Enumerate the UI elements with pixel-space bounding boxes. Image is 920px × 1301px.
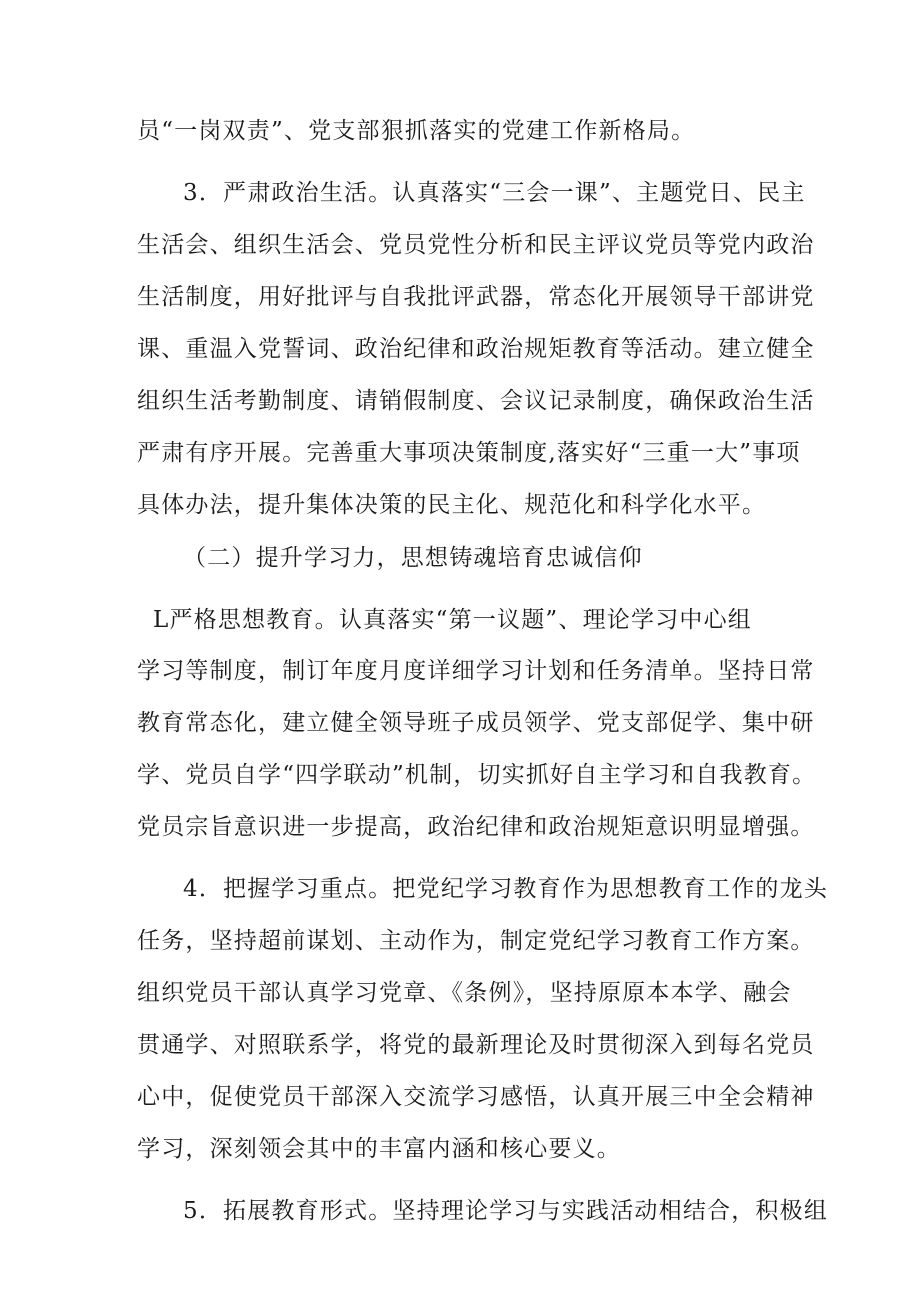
text-line: 学习等制度，制订年度月度详细学习计划和任务清单。坚持日常 <box>137 658 815 684</box>
text-line: 严肃有序开展。完善重大事项决策制度,落实好“三重一大”事项 <box>137 440 801 466</box>
text-line: 党员宗旨意识进一步提高，政治纪律和政治规矩意识明显增强。 <box>137 814 815 840</box>
text-line: 组织生活考勤制度、请销假制度、会议记录制度，确保政治生活 <box>137 388 815 414</box>
text-line: 任务，坚持超前谋划、主动作为，制定党纪学习教育工作方案。 <box>137 928 815 954</box>
text-line: 生活制度，用好批评与自我批评武器，常态化开展领导干部讲党 <box>137 284 815 310</box>
numbered-paragraph-start: L严格思想教育。认真落实“第一议题”、理论学习中心组 <box>153 607 752 633</box>
numbered-paragraph-start: 3．严肃政治生活。认真落实“三会一课”、主题党日、民主 <box>183 180 806 206</box>
text-line: 生活会、组织生活会、党员党性分析和民主评议党员等党内政治 <box>137 232 815 258</box>
section-heading: （二）提升学习力，思想铸魂培育忠诚信仰 <box>183 545 643 571</box>
numbered-paragraph-start: 5．拓展教育形式。坚持理论学习与实践活动相结合，积极组 <box>183 1198 829 1224</box>
text-line: 具体办法，提升集体决策的民主化、规范化和科学化水平。 <box>137 492 767 518</box>
text-line: 教育常态化，建立健全领导班子成员领学、党支部促学、集中研 <box>137 710 815 736</box>
text-line: 课、重温入党誓词、政治纪律和政治规矩教育等活动。建立健全 <box>137 336 815 362</box>
text-line: 员“一岗双责”、党支部狠抓落实的党建工作新格局。 <box>137 118 696 144</box>
text-line: 学习，深刻领会其中的丰富内涵和核心要义。 <box>137 1136 621 1162</box>
text-line: 组织党员干部认真学习党章、《条例》，坚持原原本本学、融会 <box>137 980 792 1006</box>
text-line: 学、党员自学“四学联动”机制，切实抓好自主学习和自我教育。 <box>137 762 817 788</box>
text-line: 贯通学、对照联系学，将党的最新理论及时贯彻深入到每名党员 <box>137 1032 815 1058</box>
text-line: 心中，促使党员干部深入交流学习感悟，认真开展三中全会精神 <box>137 1084 815 1110</box>
numbered-paragraph-start: 4．把握学习重点。把党纪学习教育作为思想教育工作的龙头 <box>183 876 829 902</box>
